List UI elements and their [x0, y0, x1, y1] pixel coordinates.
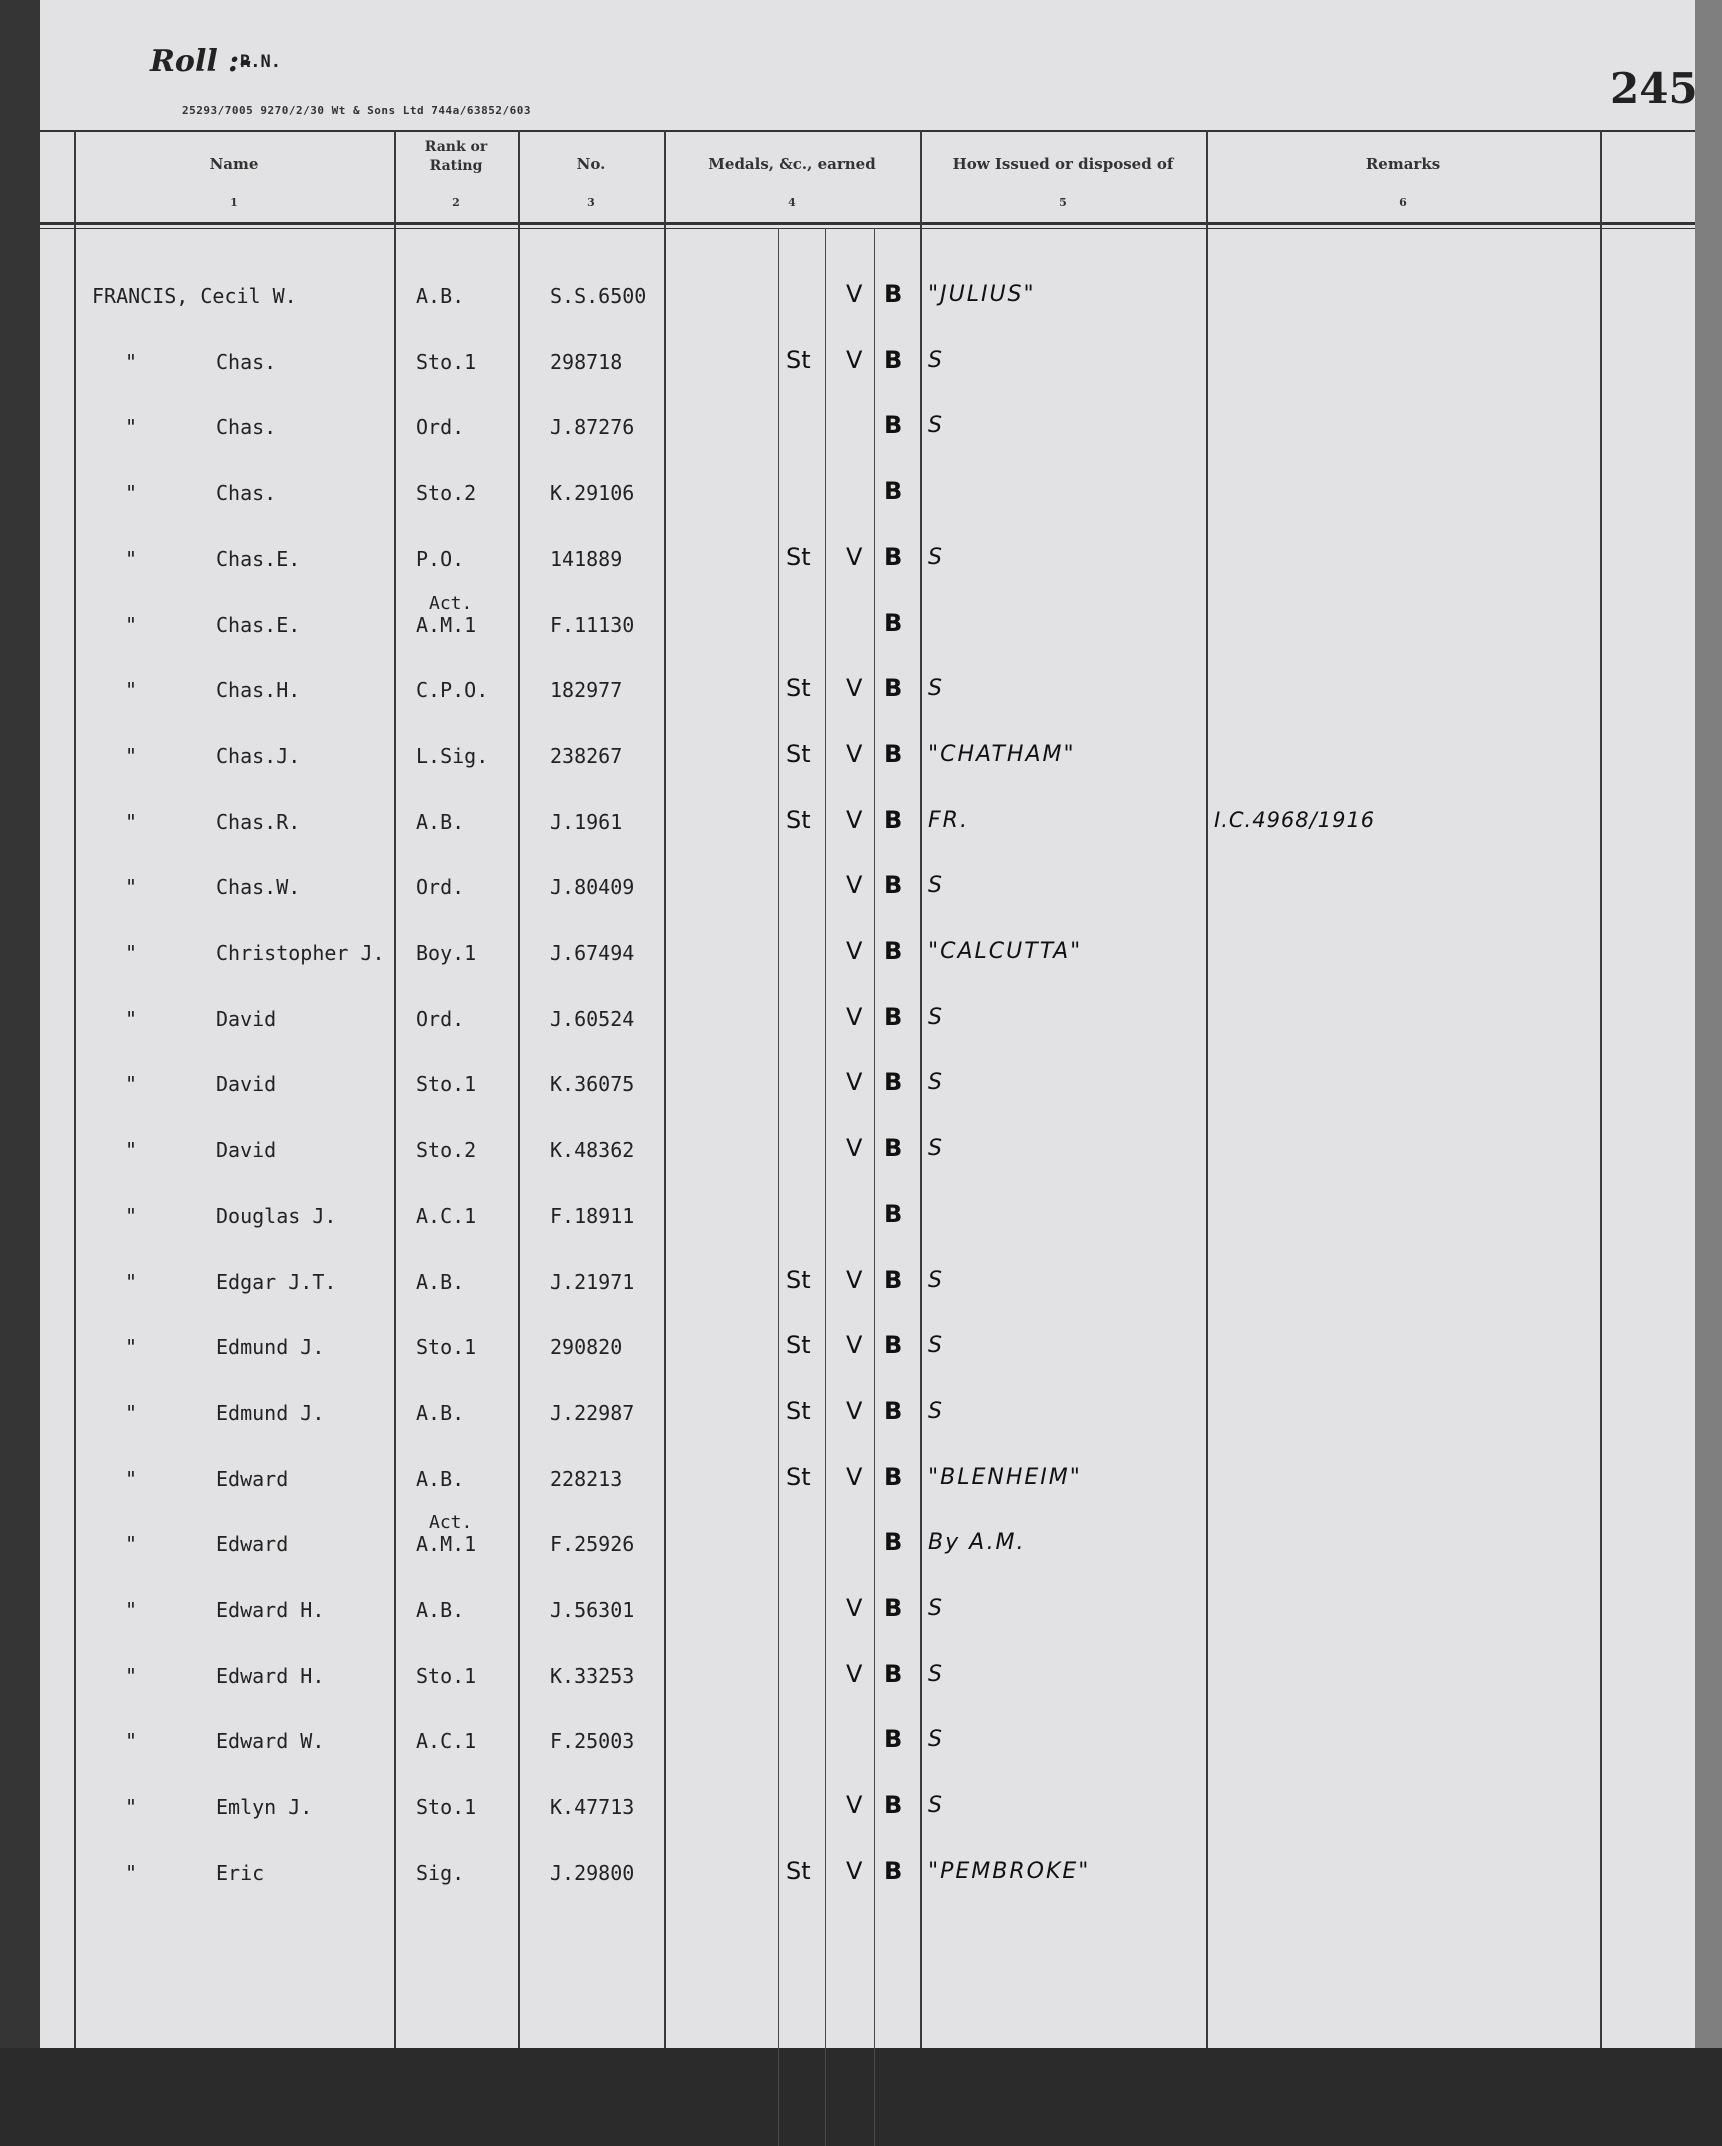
table-row: [40, 1266, 1695, 1310]
victory-medal-mark: V: [846, 346, 863, 374]
surname-cell: ": [125, 613, 138, 637]
victory-medal-mark: V: [846, 1791, 863, 1819]
british-medal-mark: B: [884, 1331, 903, 1359]
col-header-rank: Rank or Rating: [424, 139, 488, 174]
rank-cell: Sto.2: [416, 1138, 477, 1162]
rank-cell: A.B.: [416, 1598, 465, 1622]
number-cell: 141889: [550, 547, 623, 571]
issued-cell: By A.M.: [928, 1530, 1026, 1555]
number-cell: K.33253: [550, 1664, 635, 1688]
number-cell: K.29106: [550, 481, 635, 505]
rank-cell: A.C.1: [416, 1204, 477, 1228]
british-medal-mark: B: [884, 1397, 903, 1425]
british-medal-mark: B: [884, 280, 903, 308]
surname-cell: ": [125, 810, 138, 834]
col-number-name: 1: [230, 196, 238, 209]
british-medal-mark: B: [884, 609, 903, 637]
col-header-medals: Medals, &c., earned: [708, 155, 876, 173]
issued-cell: "CALCUTTA": [928, 939, 1083, 964]
number-cell: K.36075: [550, 1072, 635, 1096]
rank-cell: A.C.1: [416, 1729, 477, 1753]
rank-cell: Ord.: [416, 875, 465, 899]
victory-medal-mark: V: [846, 871, 863, 899]
issued-cell: S: [928, 1793, 944, 1818]
surname-cell: ": [125, 1729, 138, 1753]
forename-cell: Edgar J.T.: [216, 1270, 337, 1294]
rank-cell: Sto.1: [416, 1795, 477, 1819]
col-header-issued: How Issued or disposed of: [952, 155, 1174, 173]
star-medal-mark: St: [786, 740, 811, 768]
rank-cell: Sto.1: [416, 1335, 477, 1359]
star-medal-mark: St: [786, 1266, 811, 1294]
table-row: [40, 674, 1695, 718]
table-row: [40, 280, 1695, 324]
star-medal-mark: St: [786, 674, 811, 702]
forename-cell: Eric: [216, 1861, 265, 1885]
surname-cell: ": [125, 415, 138, 439]
rank-cell: A.B.: [416, 810, 465, 834]
victory-medal-mark: V: [846, 1594, 863, 1622]
victory-medal-mark: V: [846, 937, 863, 965]
surname-cell: ": [125, 481, 138, 505]
victory-medal-mark: V: [846, 1134, 863, 1162]
issued-cell: S: [928, 413, 944, 438]
issued-cell: S: [928, 1727, 944, 1752]
british-medal-mark: B: [884, 1791, 903, 1819]
table-row: [40, 1003, 1695, 1047]
surname-cell: ": [125, 1598, 138, 1622]
victory-medal-mark: V: [846, 1397, 863, 1425]
british-medal-mark: B: [884, 1857, 903, 1885]
rank-cell: A.M.1: [416, 1532, 477, 1556]
british-medal-mark: B: [884, 1528, 903, 1556]
table-row: [40, 1857, 1695, 1901]
rank-cell: L.Sig.: [416, 744, 489, 768]
table-row: [40, 1134, 1695, 1178]
header-bottom-rule-2: [40, 228, 1695, 229]
rank-cell: C.P.O.: [416, 678, 489, 702]
forename-cell: Edward: [216, 1532, 289, 1556]
forename-cell: Chas.: [216, 481, 277, 505]
rank-cell: Sto.1: [416, 1072, 477, 1096]
surname-cell: ": [125, 1007, 138, 1031]
rank-prefix-cell: Act.: [429, 1512, 473, 1533]
victory-medal-mark: V: [846, 806, 863, 834]
victory-medal-mark: V: [846, 740, 863, 768]
issued-cell: S: [928, 1136, 944, 1161]
forename-cell: Christopher J.: [216, 941, 385, 965]
star-medal-mark: St: [786, 1331, 811, 1359]
table-row: [40, 593, 1695, 653]
british-medal-mark: B: [884, 1200, 903, 1228]
british-medal-mark: B: [884, 1134, 903, 1162]
header-bottom-rule: [40, 222, 1695, 225]
star-medal-mark: St: [786, 1463, 811, 1491]
rank-cell: Boy.1: [416, 941, 477, 965]
british-medal-mark: B: [884, 1266, 903, 1294]
surname-cell: ": [125, 1335, 138, 1359]
issued-cell: S: [928, 1070, 944, 1095]
surname-cell: ": [125, 875, 138, 899]
number-cell: J.21971: [550, 1270, 635, 1294]
rank-cell: A.B.: [416, 1270, 465, 1294]
table-row: [40, 871, 1695, 915]
forename-cell: Chas.E.: [216, 613, 301, 637]
number-cell: K.48362: [550, 1138, 635, 1162]
table-row: [40, 937, 1695, 981]
forename-cell: Edward W.: [216, 1729, 325, 1753]
surname-cell: ": [125, 1795, 138, 1819]
col-header-remarks: Remarks: [1365, 155, 1441, 173]
victory-medal-mark: V: [846, 1660, 863, 1688]
british-medal-mark: B: [884, 806, 903, 834]
rank-cell: A.B.: [416, 1467, 465, 1491]
issued-cell: S: [928, 348, 944, 373]
header-top-rule: [40, 130, 1695, 132]
issued-cell: "PEMBROKE": [928, 1859, 1091, 1884]
forename-cell: Chas.E.: [216, 547, 301, 571]
star-medal-mark: St: [786, 1397, 811, 1425]
star-medal-mark: St: [786, 806, 811, 834]
table-row: [40, 1200, 1695, 1244]
british-medal-mark: B: [884, 1463, 903, 1491]
print-code: 25293/7005 9270/2/30 Wt & Sons Ltd 744a/63852/603: [182, 104, 532, 117]
table-row: [40, 543, 1695, 587]
surname-cell: ": [125, 744, 138, 768]
scan-left-margin: [0, 0, 40, 2048]
issued-cell: FR.: [928, 808, 969, 833]
number-cell: J.29800: [550, 1861, 635, 1885]
surname-cell: ": [125, 678, 138, 702]
victory-medal-mark: V: [846, 674, 863, 702]
british-medal-mark: B: [884, 674, 903, 702]
rank-cell: Ord.: [416, 415, 465, 439]
table-row: [40, 1594, 1695, 1638]
surname-cell: ": [125, 1467, 138, 1491]
number-cell: J.87276: [550, 415, 635, 439]
issued-cell: S: [928, 1662, 944, 1687]
issued-cell: S: [928, 1596, 944, 1621]
ledger-page: [40, 0, 1698, 2048]
issued-cell: "JULIUS": [928, 282, 1036, 307]
forename-cell: Edward H.: [216, 1664, 325, 1688]
scan-right-margin: [1695, 0, 1722, 2048]
forename-cell: Chas.R.: [216, 810, 301, 834]
remarks-cell: I.C.4968/1916: [1214, 808, 1376, 832]
page-number: 245: [1610, 64, 1698, 113]
number-cell: 290820: [550, 1335, 623, 1359]
issued-cell: S: [928, 676, 944, 701]
forename-cell: Chas.: [216, 350, 277, 374]
surname-cell: ": [125, 1532, 138, 1556]
surname-cell: ": [125, 350, 138, 374]
rank-cell: A.B.: [416, 284, 465, 308]
victory-medal-mark: V: [846, 543, 863, 571]
table-row: [40, 1791, 1695, 1835]
forename-cell: Edmund J.: [216, 1401, 325, 1425]
rank-cell: Ord.: [416, 1007, 465, 1031]
surname-cell: ": [125, 547, 138, 571]
forename-cell: Edward H.: [216, 1598, 325, 1622]
number-cell: J.60524: [550, 1007, 635, 1031]
victory-medal-mark: V: [846, 1857, 863, 1885]
rank-cell: Sto.1: [416, 1664, 477, 1688]
british-medal-mark: B: [884, 477, 903, 505]
victory-medal-mark: V: [846, 280, 863, 308]
table-row: [40, 1068, 1695, 1112]
british-medal-mark: B: [884, 411, 903, 439]
forename-cell: David: [216, 1138, 277, 1162]
rank-prefix-cell: Act.: [429, 593, 473, 614]
table-row: [40, 740, 1695, 784]
issued-cell: S: [928, 1333, 944, 1358]
issued-cell: S: [928, 873, 944, 898]
victory-medal-mark: V: [846, 1331, 863, 1359]
british-medal-mark: B: [884, 871, 903, 899]
number-cell: 228213: [550, 1467, 623, 1491]
surname-cell: ": [125, 1072, 138, 1096]
number-cell: J.56301: [550, 1598, 635, 1622]
col-header-name: Name: [209, 155, 259, 173]
british-medal-mark: B: [884, 346, 903, 374]
number-cell: F.25926: [550, 1532, 635, 1556]
issued-cell: S: [928, 1268, 944, 1293]
victory-medal-mark: V: [846, 1003, 863, 1031]
forename-cell: Emlyn J.: [216, 1795, 313, 1819]
surname-cell: ": [125, 1861, 138, 1885]
british-medal-mark: B: [884, 1003, 903, 1031]
british-medal-mark: B: [884, 740, 903, 768]
number-cell: J.67494: [550, 941, 635, 965]
forename-cell: Chas.W.: [216, 875, 301, 899]
victory-medal-mark: V: [846, 1068, 863, 1096]
number-cell: 182977: [550, 678, 623, 702]
british-medal-mark: B: [884, 1660, 903, 1688]
number-cell: 238267: [550, 744, 623, 768]
forename-cell: Chas.H.: [216, 678, 301, 702]
star-medal-mark: St: [786, 1857, 811, 1885]
table-row: [40, 411, 1695, 455]
rank-cell: P.O.: [416, 547, 465, 571]
surname-cell: ": [125, 941, 138, 965]
forename-cell: David: [216, 1007, 277, 1031]
rank-cell: Sto.2: [416, 481, 477, 505]
table-row: [40, 1725, 1695, 1769]
forename-cell: Chas.J.: [216, 744, 301, 768]
rank-cell: Sto.1: [416, 350, 477, 374]
british-medal-mark: B: [884, 937, 903, 965]
number-cell: F.18911: [550, 1204, 635, 1228]
table-row: [40, 1463, 1695, 1507]
number-cell: K.47713: [550, 1795, 635, 1819]
col-number-remarks: 6: [1399, 196, 1407, 209]
victory-medal-mark: V: [846, 1266, 863, 1294]
number-cell: J.80409: [550, 875, 635, 899]
british-medal-mark: B: [884, 1068, 903, 1096]
roll-value: R.N.: [240, 52, 281, 72]
number-cell: J.1961: [550, 810, 623, 834]
british-medal-mark: B: [884, 1725, 903, 1753]
forename-cell: Chas.: [216, 415, 277, 439]
issued-cell: S: [928, 545, 944, 570]
col-number-medals: 4: [788, 196, 796, 209]
british-medal-mark: B: [884, 1594, 903, 1622]
issued-cell: "BLENHEIM": [928, 1465, 1082, 1490]
table-row: [40, 1512, 1695, 1572]
table-row: [40, 806, 1695, 850]
surname-cell: ": [125, 1401, 138, 1425]
table-row: [40, 1660, 1695, 1704]
surname-cell: FRANCIS, Cecil W.: [92, 284, 297, 308]
table-row: [40, 1331, 1695, 1375]
surname-cell: ": [125, 1664, 138, 1688]
rank-cell: A.M.1: [416, 613, 477, 637]
rank-cell: A.B.: [416, 1401, 465, 1425]
col-number-number: 3: [587, 196, 595, 209]
number-cell: S.S.6500: [550, 284, 647, 308]
forename-cell: David: [216, 1072, 277, 1096]
table-row: [40, 346, 1695, 390]
forename-cell: Edmund J.: [216, 1335, 325, 1359]
col-number-rank: 2: [452, 196, 460, 209]
star-medal-mark: St: [786, 346, 811, 374]
table-row: [40, 477, 1695, 521]
col-number-issued: 5: [1059, 196, 1067, 209]
issued-cell: S: [928, 1005, 944, 1030]
number-cell: F.25003: [550, 1729, 635, 1753]
star-medal-mark: St: [786, 543, 811, 571]
issued-cell: S: [928, 1399, 944, 1424]
roll-label: Roll :-: [150, 44, 252, 79]
number-cell: J.22987: [550, 1401, 635, 1425]
surname-cell: ": [125, 1270, 138, 1294]
british-medal-mark: B: [884, 543, 903, 571]
table-row: [40, 1397, 1695, 1441]
surname-cell: ": [125, 1138, 138, 1162]
number-cell: F.11130: [550, 613, 635, 637]
forename-cell: Edward: [216, 1467, 289, 1491]
issued-cell: "CHATHAM": [928, 742, 1076, 767]
victory-medal-mark: V: [846, 1463, 863, 1491]
rank-cell: Sig.: [416, 1861, 465, 1885]
number-cell: 298718: [550, 350, 623, 374]
col-header-number: No.: [576, 155, 606, 173]
surname-cell: ": [125, 1204, 138, 1228]
forename-cell: Douglas J.: [216, 1204, 337, 1228]
